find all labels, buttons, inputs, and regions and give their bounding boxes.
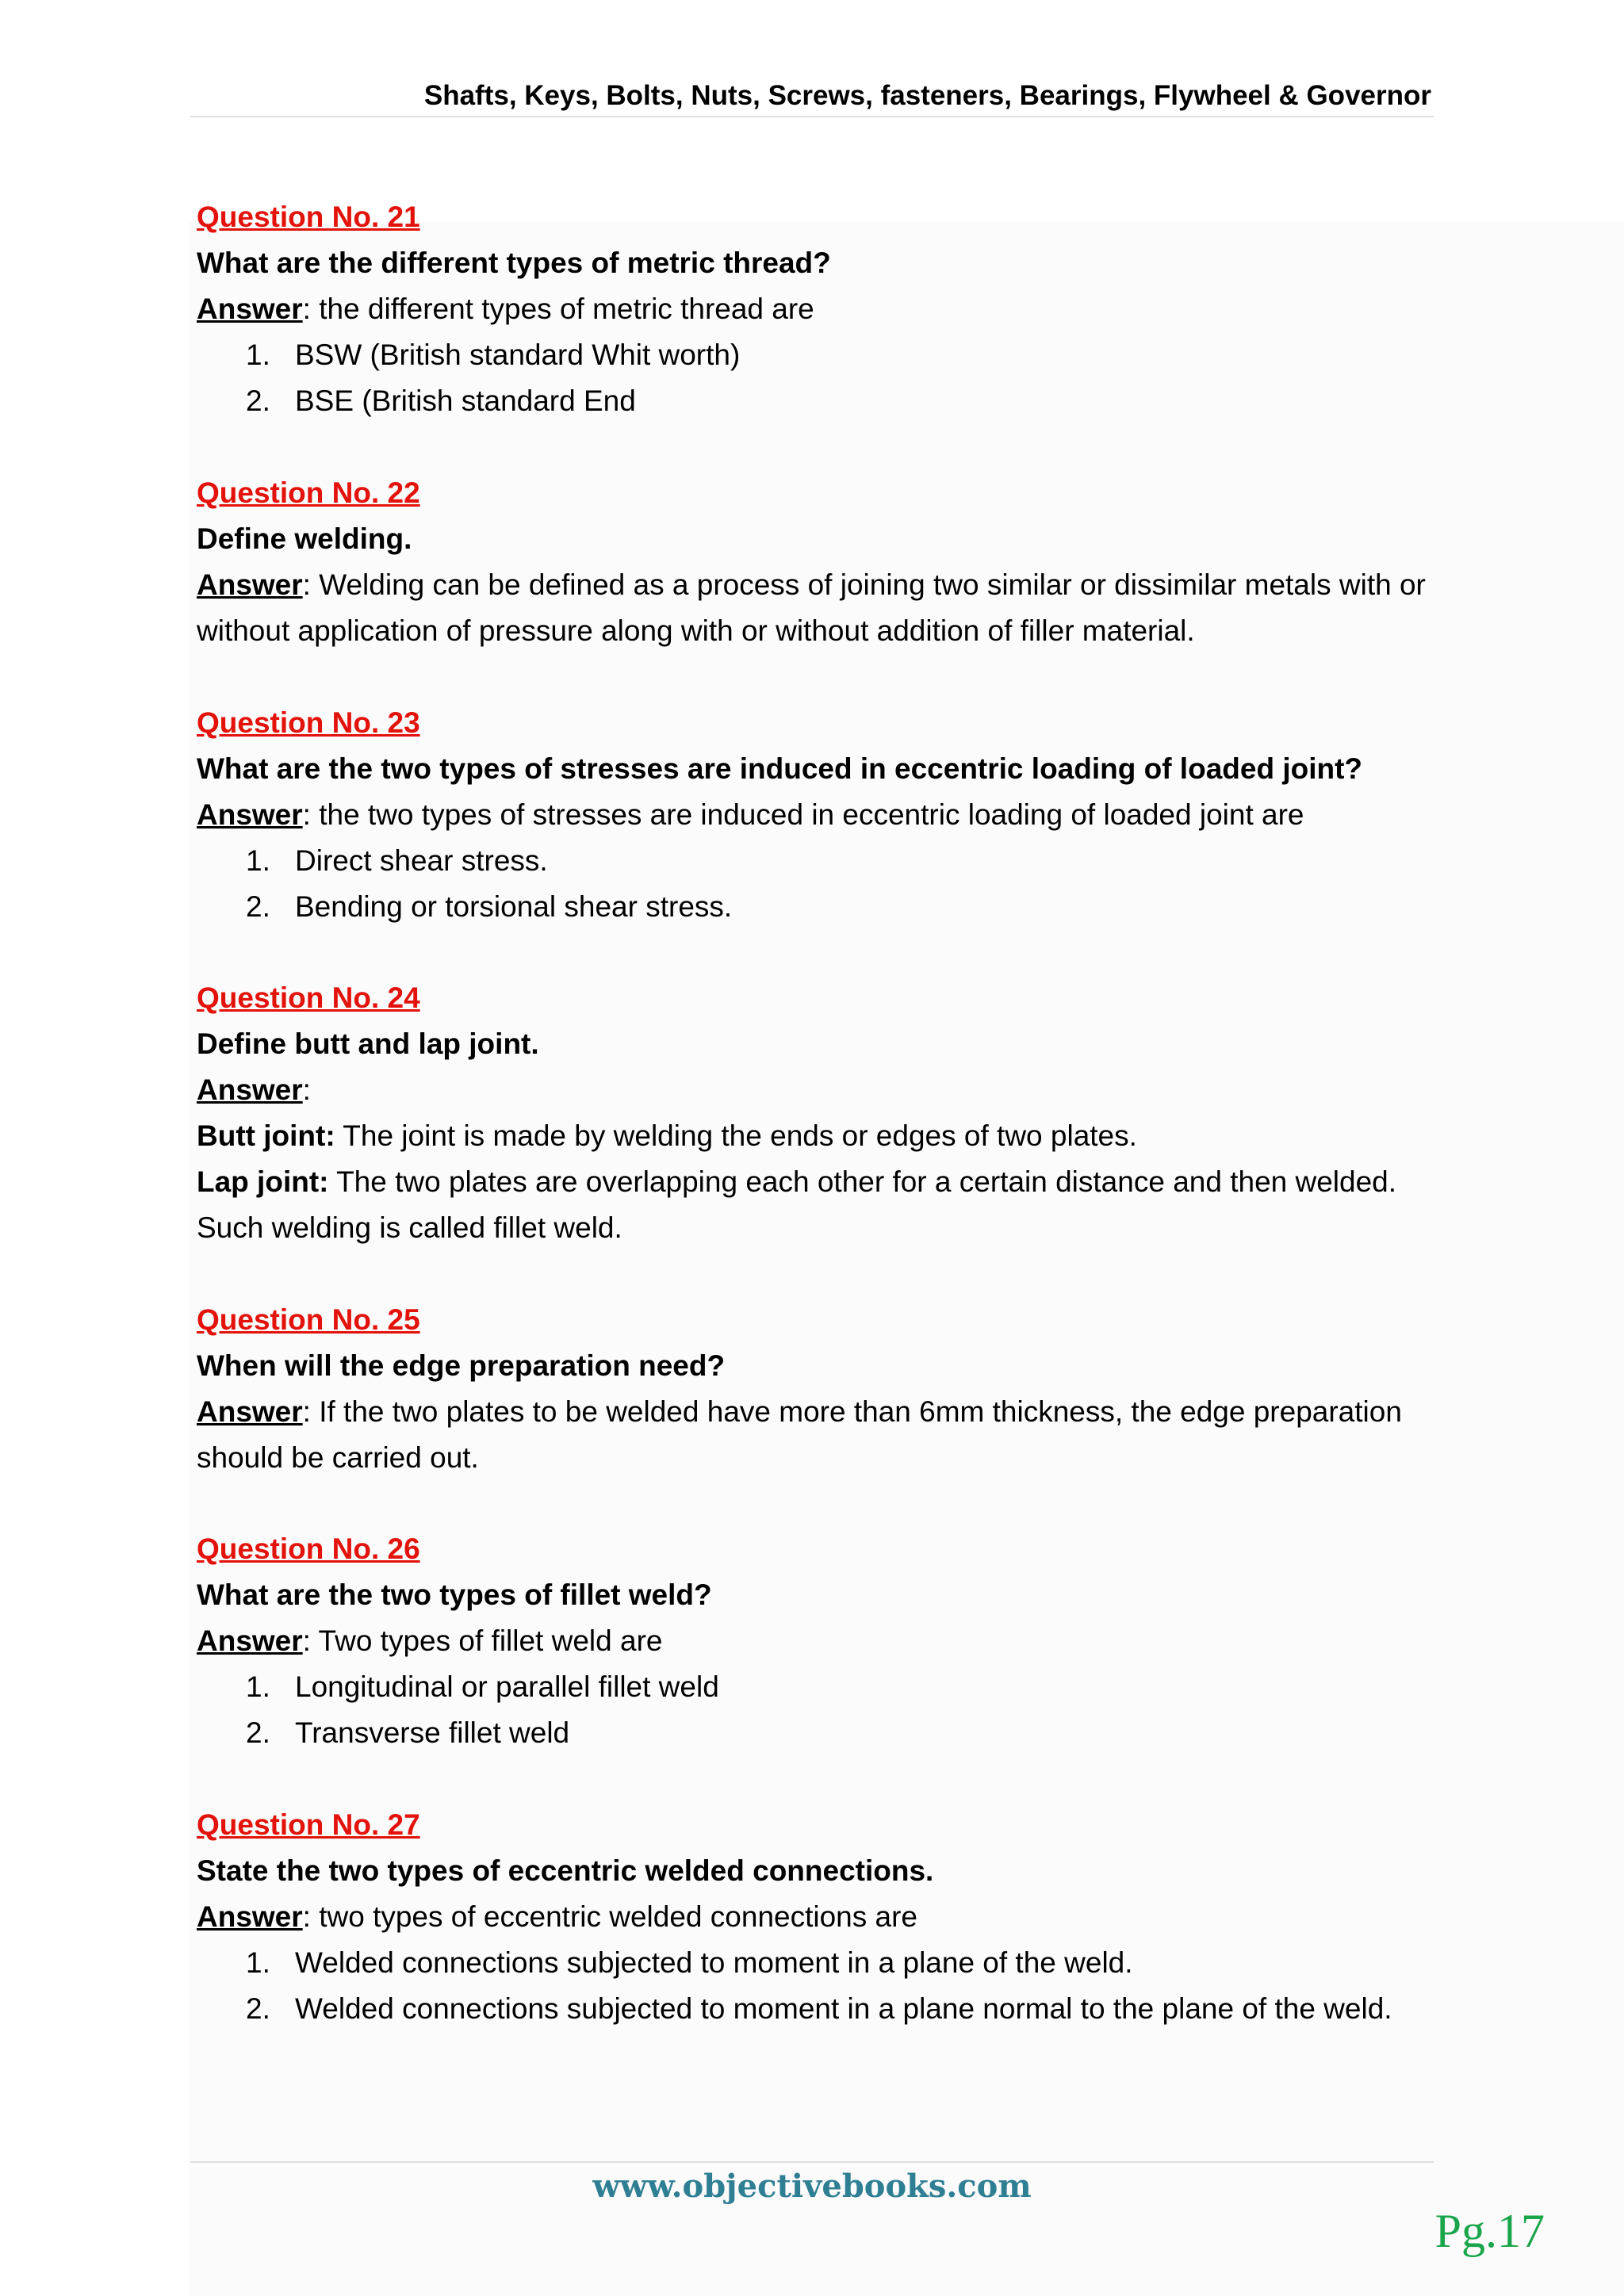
question-label: Question No. 26 xyxy=(197,1533,420,1565)
question-label: Question No. 22 xyxy=(197,476,420,509)
definition-butt-joint: Butt joint: The joint is made by welding the ends or edges of two plates. xyxy=(197,1119,1137,1152)
question-label: Question No. 23 xyxy=(197,706,420,739)
question-text: State the two types of eccentric welded connections. xyxy=(197,1854,934,1887)
answer-list xyxy=(197,838,1434,930)
answer-text: : If the two plates to be welded have more than 6mm thickness, the edge preparation should be carried out. xyxy=(197,1395,1402,1474)
answer-text: : the different types of metric thread are xyxy=(302,293,814,325)
answer-text: : the two types of stresses are induced in eccentric loading of loaded joint are xyxy=(302,798,1304,831)
running-header: Shafts, Keys, Bolts, Nuts, Screws, fasteners, Bearings, Flywheel & Governor xyxy=(423,80,1431,111)
question-label: Question No. 24 xyxy=(197,982,420,1014)
question-block-21 xyxy=(197,194,1434,424)
list-item: 2. Bending or torsional shear stress. xyxy=(246,890,733,923)
question-text: What are the different types of metric thread? xyxy=(197,247,831,279)
question-text: What are the two types of stresses are induced in eccentric loading of loaded joint? xyxy=(197,752,1363,785)
footer-divider xyxy=(190,2161,1434,2163)
question-block-23 xyxy=(197,700,1434,930)
answer-label: Answer xyxy=(197,1624,303,1657)
question-block-26 xyxy=(197,1526,1434,1756)
footer-website-link[interactable]: www.objectivebooks.com xyxy=(592,2168,1032,2205)
answer-label: Answer xyxy=(197,568,303,601)
answer-list xyxy=(197,1664,1434,1756)
list-item: 1. Welded connections subjected to moment in a plane of the weld. xyxy=(246,1946,1133,1979)
answer-text: : xyxy=(302,1073,311,1106)
question-block-27 xyxy=(197,1802,1434,2032)
answer-text: : two types of eccentric welded connections are xyxy=(302,1900,918,1933)
answer-list xyxy=(197,332,1434,424)
answer-label: Answer xyxy=(197,1073,303,1106)
list-item: 1. BSW (British standard Whit worth) xyxy=(246,339,741,371)
list-item: 2. Welded connections subjected to moment in a plane normal to the plane of the weld. xyxy=(246,1992,1392,2025)
question-label: Question No. 21 xyxy=(197,201,420,233)
definition-lap-joint: Lap joint: The two plates are overlapping each other for a certain distance and then welded. Such welding is called fillet weld. xyxy=(197,1165,1397,1244)
question-text: Define welding. xyxy=(197,522,412,555)
answer-list xyxy=(197,1940,1434,2032)
answer-label: Answer xyxy=(197,293,303,325)
question-label: Question No. 25 xyxy=(197,1303,420,1336)
answer-text: : Welding can be defined as a process of joining two similar or dissimilar metals with or without application of pressure along with or without addition of filler material. xyxy=(197,568,1426,647)
list-item: 2. BSE (British standard End xyxy=(246,385,636,417)
question-text: When will the edge preparation need? xyxy=(197,1349,726,1382)
question-block-22 xyxy=(197,470,1434,654)
question-text: Define butt and lap joint. xyxy=(197,1027,539,1060)
question-label: Question No. 27 xyxy=(197,1808,420,1841)
answer-label: Answer xyxy=(197,1395,303,1428)
answer-label: Answer xyxy=(197,798,303,831)
list-item: 2. Transverse fillet weld xyxy=(246,1716,570,1749)
list-item: 1. Longitudinal or parallel fillet weld xyxy=(246,1670,719,1703)
answer-text: : Two types of fillet weld are xyxy=(302,1624,663,1657)
header-divider xyxy=(190,116,1434,117)
question-text: What are the two types of fillet weld? xyxy=(197,1578,712,1611)
question-block-25 xyxy=(197,1297,1434,1481)
answer-label: Answer xyxy=(197,1900,303,1933)
page-number: Pg.17 xyxy=(1434,2205,1545,2257)
list-item: 1. Direct shear stress. xyxy=(246,844,548,877)
question-block-24 xyxy=(197,975,1434,1251)
